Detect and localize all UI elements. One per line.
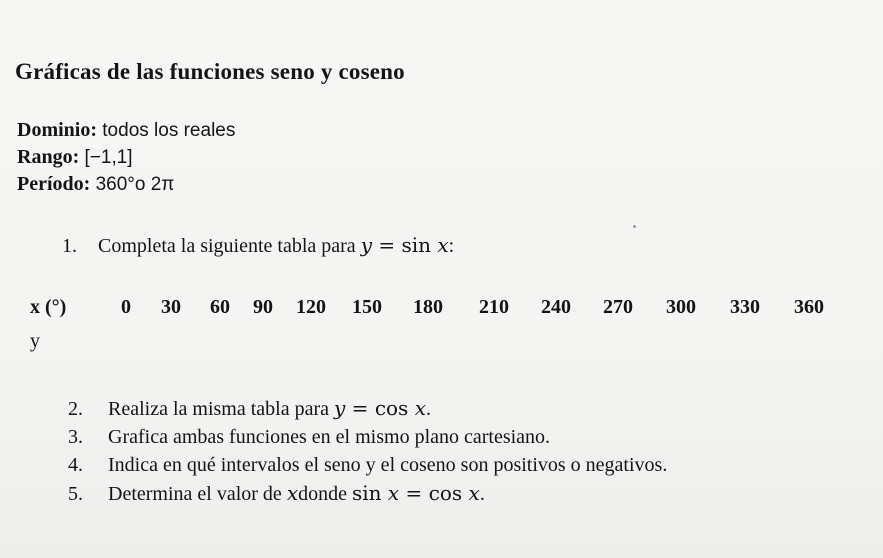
property-value: todos los reales bbox=[97, 120, 236, 141]
property-value: [−1,1] bbox=[79, 147, 133, 168]
table-cell-x: 330 bbox=[730, 296, 760, 318]
math-token: = bbox=[345, 396, 375, 420]
math-token: x bbox=[414, 396, 426, 420]
question-3 bbox=[68, 423, 667, 451]
table-cell-x: 300 bbox=[666, 296, 696, 318]
question-colon: : bbox=[448, 235, 455, 257]
question-text: Determina el valor de bbox=[108, 483, 287, 505]
table-cell-x: 210 bbox=[479, 296, 509, 318]
question-tail: . bbox=[425, 398, 431, 420]
question-number: 5. bbox=[68, 483, 83, 505]
property-label: Rango: bbox=[17, 146, 80, 168]
question-number: 4. bbox=[68, 454, 83, 476]
table-cell-x: 120 bbox=[296, 296, 326, 318]
question-list bbox=[68, 394, 667, 508]
property-label: Período: bbox=[17, 173, 91, 195]
math-token: sin bbox=[351, 481, 388, 505]
property-label: Dominio: bbox=[17, 119, 97, 141]
question-5 bbox=[68, 479, 667, 508]
table-cell-x: 270 bbox=[603, 296, 633, 318]
question-number: 3. bbox=[68, 426, 83, 448]
question-text: Indica en qué intervalos el seno y el coseno son positivos o negativos. bbox=[108, 454, 668, 476]
math-token: = bbox=[399, 481, 429, 505]
table-cell-x: 240 bbox=[541, 296, 571, 318]
question-number: 2. bbox=[68, 398, 83, 420]
property-period bbox=[17, 171, 235, 198]
math-token: x bbox=[286, 481, 299, 505]
table-cell-x: 150 bbox=[352, 296, 382, 318]
math-sin: sin bbox=[401, 233, 438, 257]
table-cell-x: 30 bbox=[161, 296, 181, 318]
table-header-x: x (°) bbox=[30, 296, 67, 318]
table-cell-x: 0 bbox=[121, 296, 131, 318]
math-token: cos bbox=[374, 396, 415, 420]
table-cell-x: 90 bbox=[253, 296, 273, 318]
question-1 bbox=[62, 233, 454, 258]
table-cell-x: 180 bbox=[413, 296, 443, 318]
math-token: x bbox=[387, 481, 400, 505]
question-text: Realiza la misma tabla para bbox=[108, 398, 335, 420]
math-equals: = bbox=[372, 233, 402, 257]
table-cell-x: 360 bbox=[794, 296, 824, 318]
property-domain bbox=[17, 117, 235, 144]
table-header-y: y bbox=[30, 330, 40, 352]
math-token: x bbox=[468, 481, 480, 505]
question-text: Grafica ambas funciones en el mismo plano cartesiano. bbox=[108, 426, 551, 448]
property-value: 360°o 2π bbox=[90, 174, 175, 195]
property-range bbox=[17, 144, 235, 171]
math-token: cos bbox=[428, 481, 469, 505]
page-title: Gráficas de las funciones seno y coseno bbox=[15, 59, 405, 84]
question-number: 1. bbox=[62, 235, 77, 257]
math-y: y bbox=[360, 233, 372, 257]
question-tail: . bbox=[479, 483, 485, 505]
table-cell-x: 60 bbox=[210, 296, 230, 318]
math-x: x bbox=[437, 233, 449, 257]
question-text: Completa la siguiente tabla para bbox=[98, 235, 361, 257]
math-token: donde bbox=[298, 483, 352, 505]
question-2 bbox=[68, 394, 667, 423]
function-properties bbox=[17, 117, 235, 198]
question-4 bbox=[68, 451, 667, 479]
paper-speck bbox=[633, 225, 636, 228]
math-token: y bbox=[334, 396, 346, 420]
